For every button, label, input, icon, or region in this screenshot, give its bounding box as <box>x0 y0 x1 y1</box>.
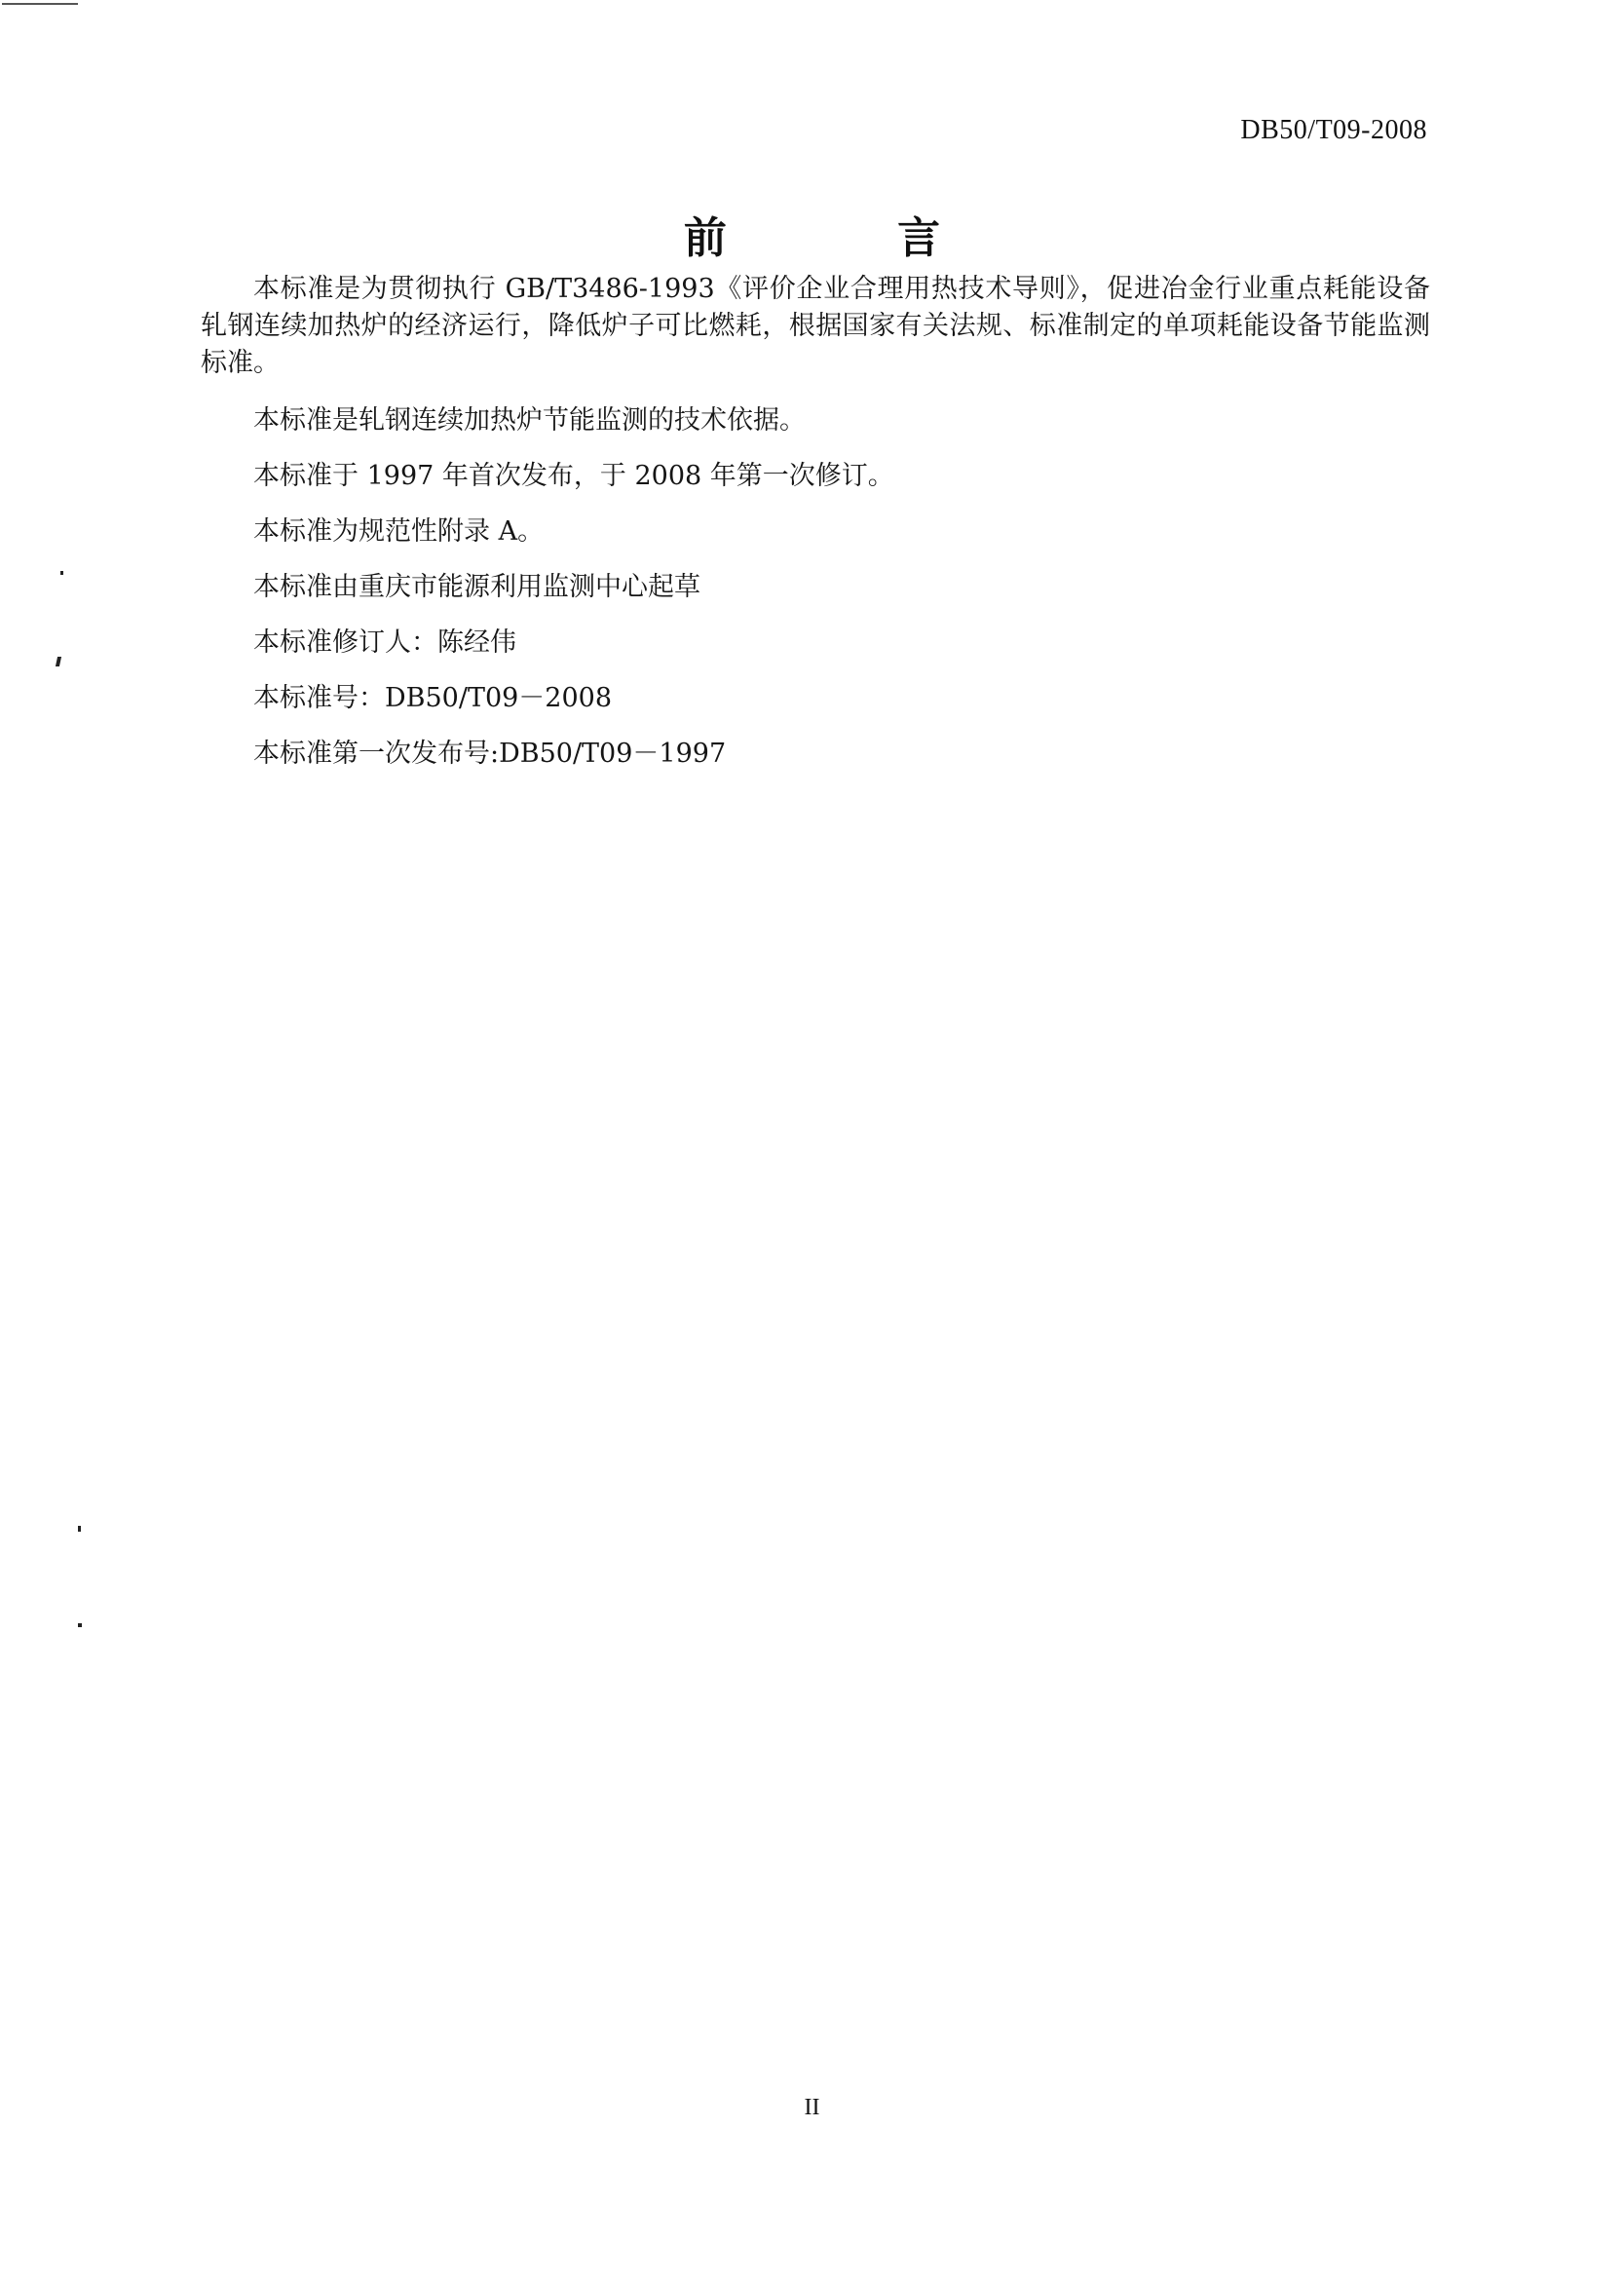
page-title: 前 言 <box>683 213 1019 263</box>
document-code: DB50/T09-2008 <box>1240 115 1427 145</box>
paragraph-standard-number: 本标准号：DB50/T09－2008 <box>253 683 613 713</box>
paragraph-appendix: 本标准为规范性附录 A。 <box>253 516 545 547</box>
scan-speck <box>56 657 61 666</box>
scan-speck <box>60 571 63 575</box>
paragraph-history: 本标准于 1997 年首次发布，于 2008 年第一次修订。 <box>253 461 894 491</box>
paragraph-first-issue-number: 本标准第一次发布号:DB50/T09－1997 <box>253 739 727 769</box>
paragraph-purpose: 本标准是为贯彻执行 GB/T3486-1993《评价企业合理用热技术导则》，促进冶金行业重点耗能设备轧钢连续加热炉的经济运行，降低炉子可比燃耗，根据国家有关法规、标准制定的单项耗能设备节能监测标准。 <box>201 274 1430 378</box>
page-number: II <box>804 2095 820 2120</box>
scan-corner-mark <box>2 0 78 5</box>
paragraph-reviser: 本标准修订人：陈经伟 <box>253 627 516 658</box>
scan-speck <box>78 1623 82 1627</box>
scan-speck <box>78 1526 81 1532</box>
foreword-body <box>201 271 1430 791</box>
paragraph-basis: 本标准是轧钢连续加热炉节能监测的技术依据。 <box>253 405 806 436</box>
paragraph-drafter: 本标准由重庆市能源利用监测中心起草 <box>253 572 700 602</box>
